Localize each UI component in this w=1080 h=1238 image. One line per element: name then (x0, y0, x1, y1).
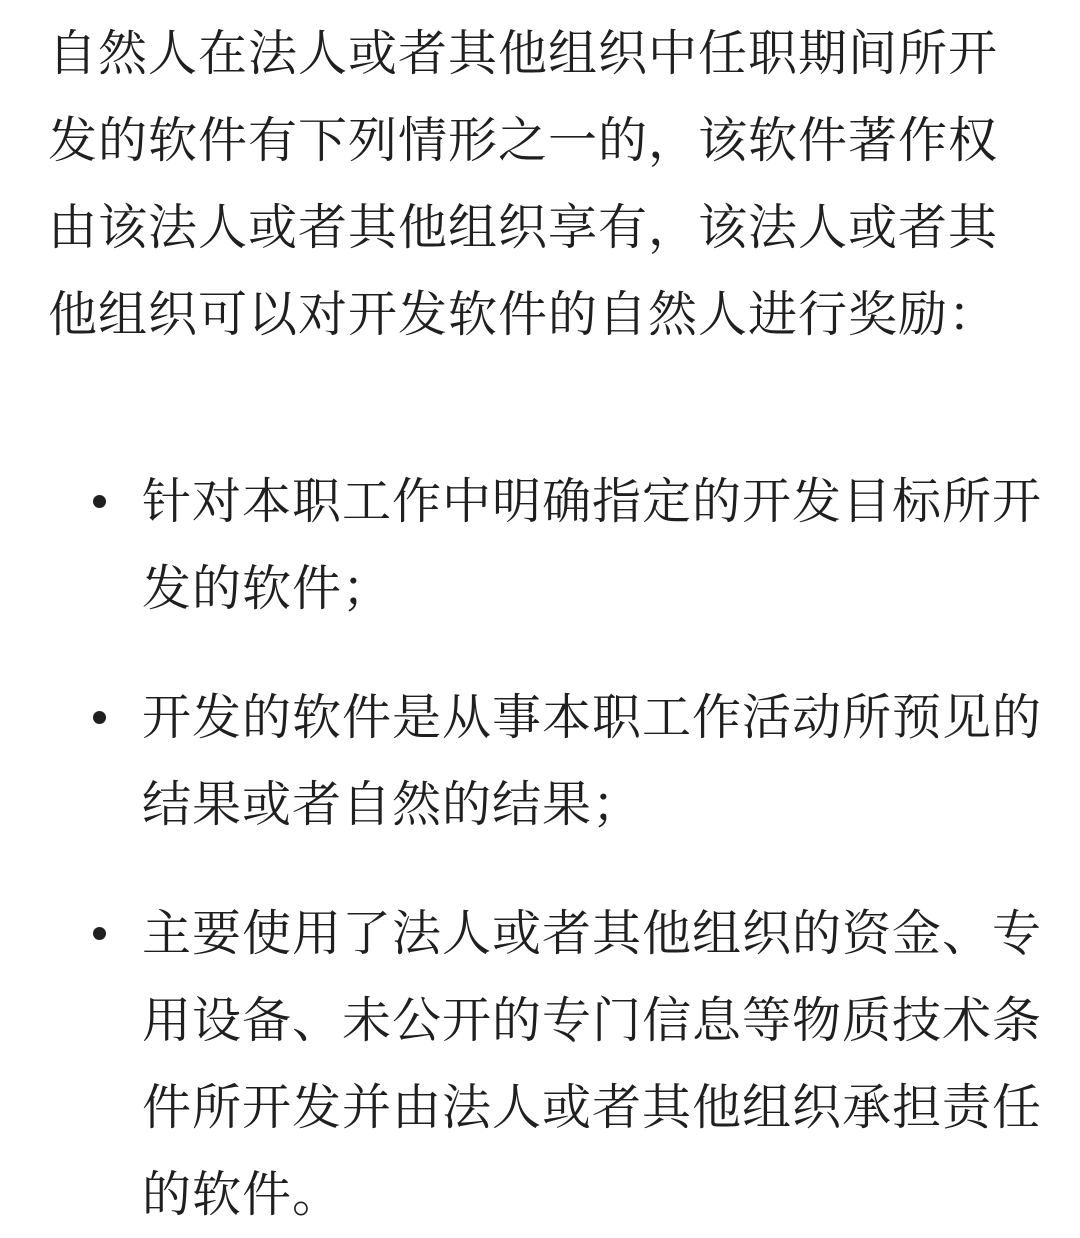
bullet-list (48, 458, 1043, 1238)
intro-paragraph: 自然人在法人或者其他组织中任职期间所开发的软件有下列情形之一的，该软件著作权由该法人或者其他组织享有，该法人或者其他组织可以对开发软件的自然人进行奖励： (48, 25, 999, 343)
bullet-icon (93, 711, 106, 724)
list-item (48, 458, 1043, 632)
list-item (48, 890, 1043, 1238)
list-item-text: 开发的软件是从事本职工作活动所预见的结果或者自然的结果； (142, 689, 1043, 833)
list-item-text: 主要使用了法人或者其他组织的资金、专用设备、未公开的专门信息等物质技术条件所开发并由法人或者其他组织承担责任的软件。 (142, 905, 1043, 1223)
list-item (48, 674, 1043, 848)
article-body (48, 10, 1043, 1238)
list-item-text: 针对本职工作中明确指定的开发目标所开发的软件； (142, 473, 1043, 617)
bullet-icon (93, 495, 106, 508)
bullet-icon (93, 927, 106, 940)
